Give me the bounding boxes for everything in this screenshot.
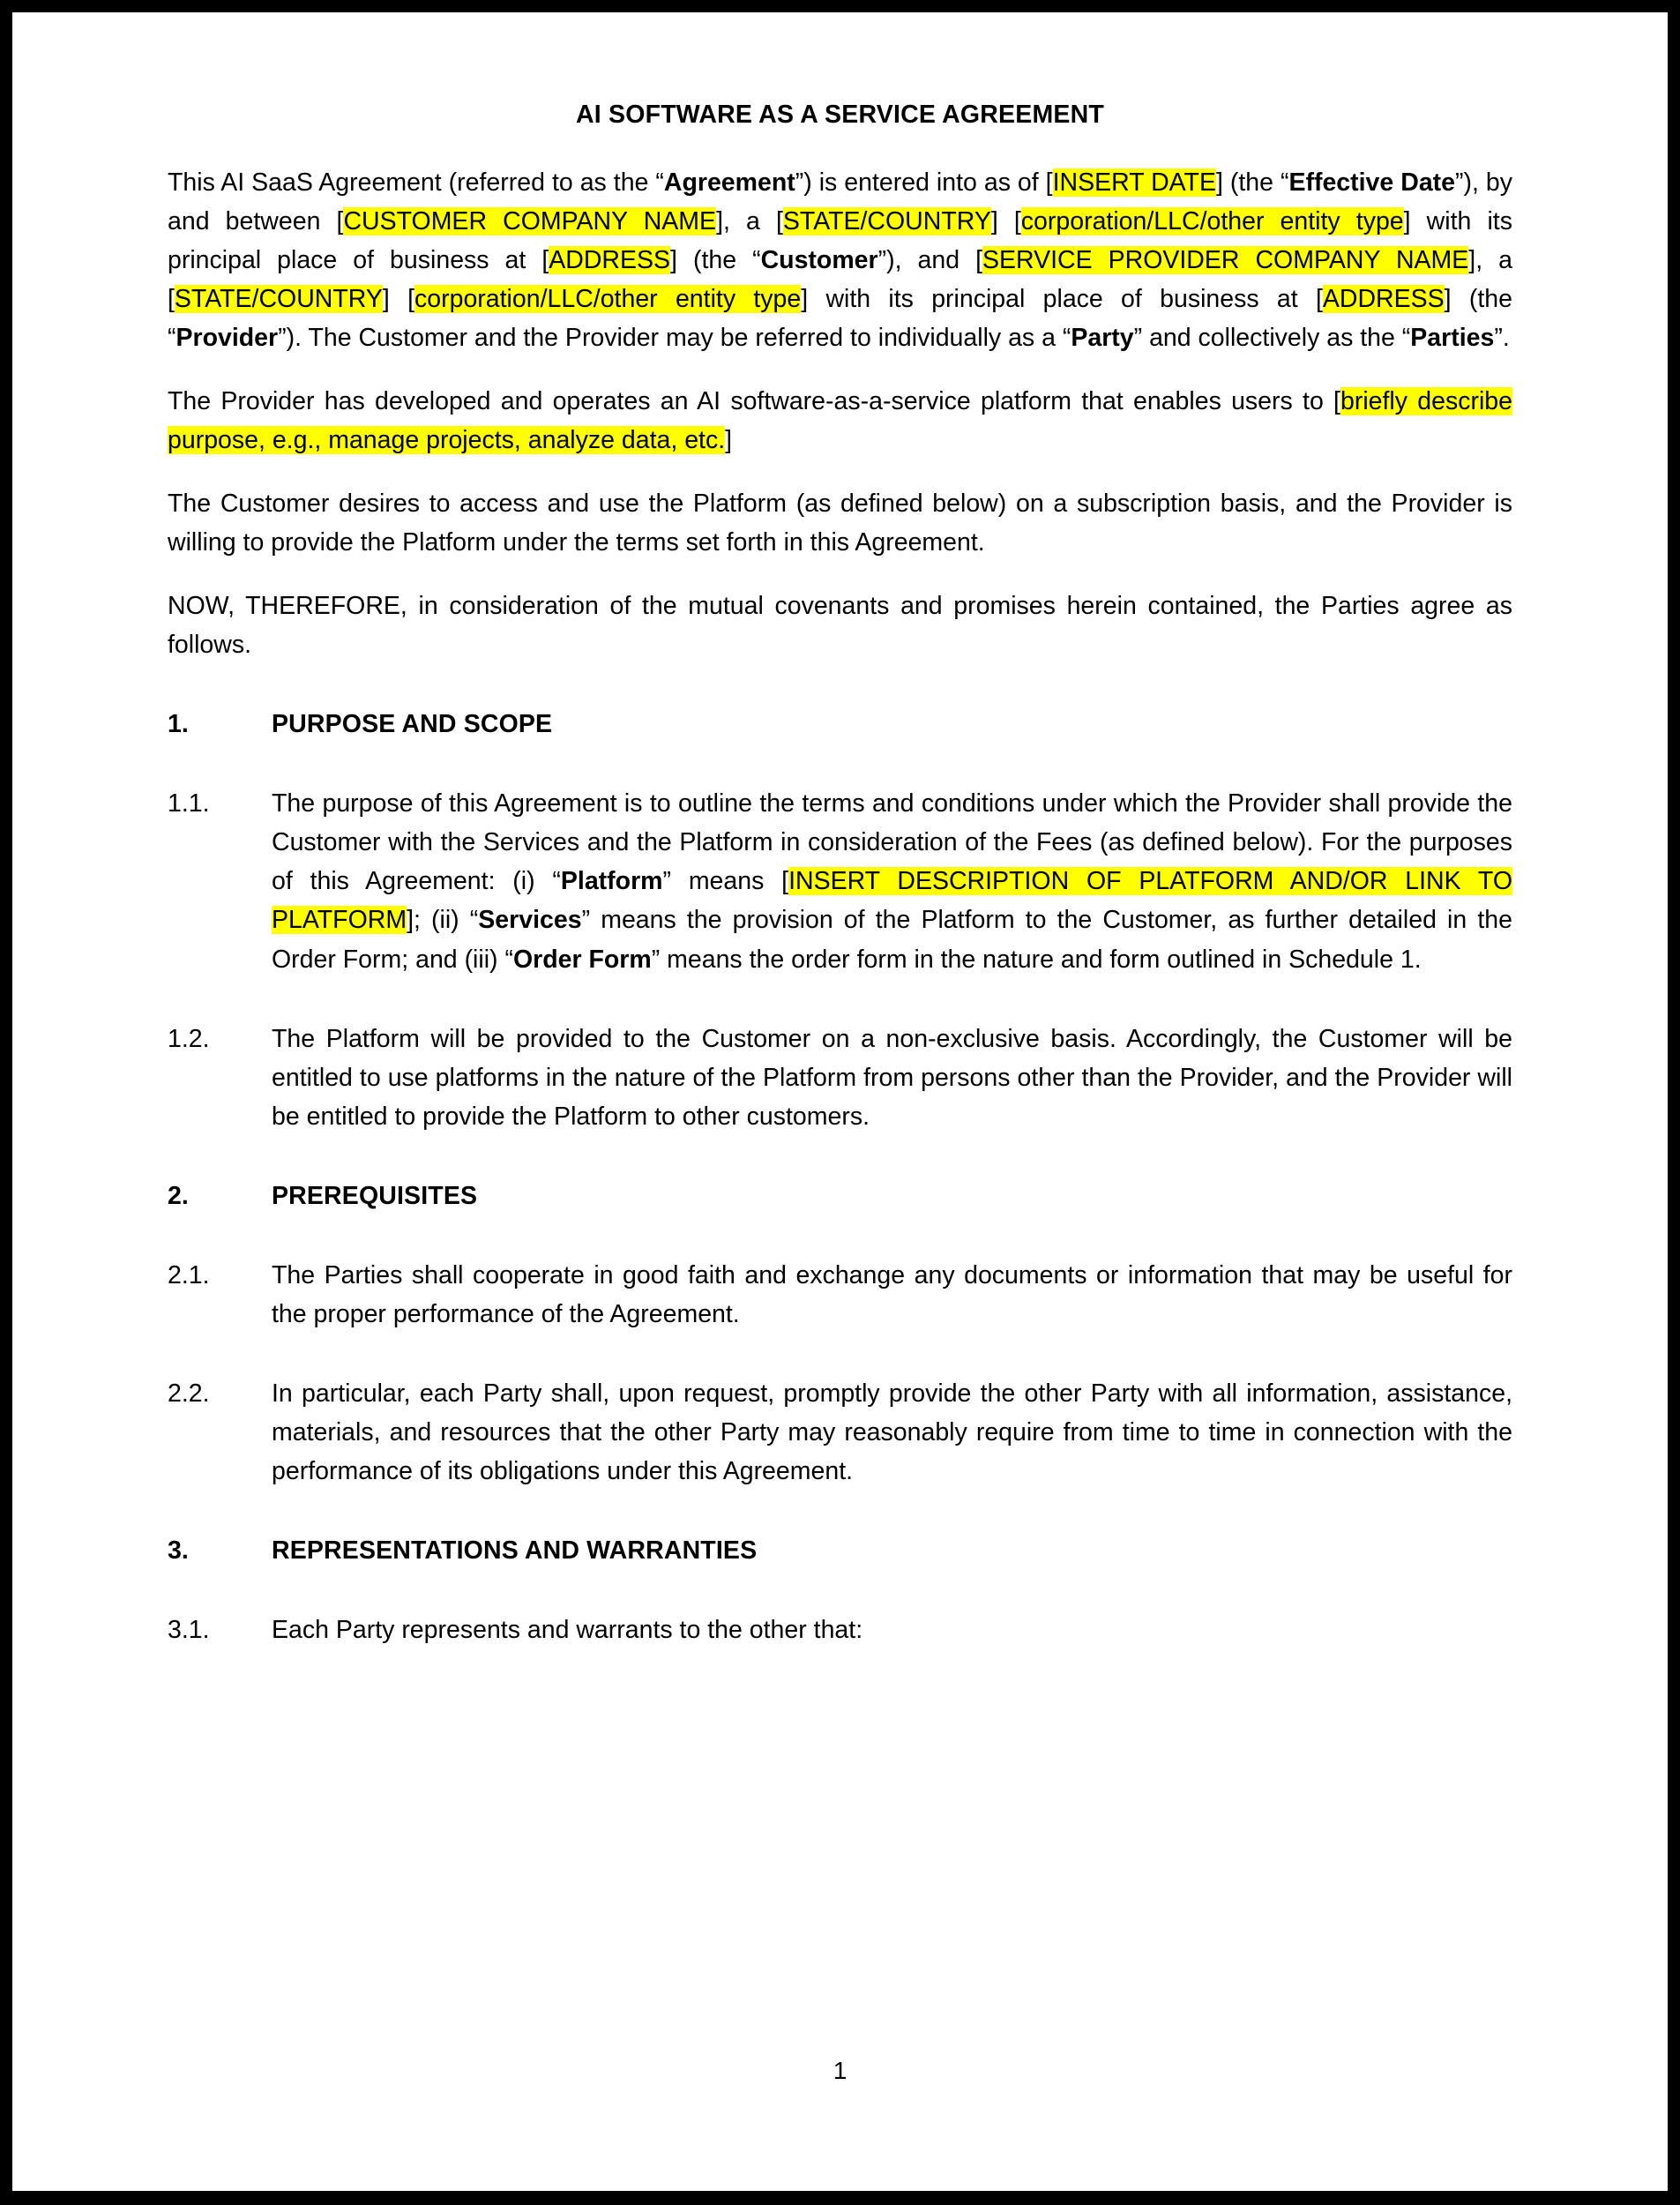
clause-1-1-text-2: ” means [ — [662, 867, 789, 896]
clause-number-1-1: 1.1. — [168, 789, 210, 818]
clause-number-2-2: 2.2. — [168, 1379, 210, 1408]
clause-number-3-1: 3.1. — [168, 1615, 210, 1644]
section-heading-3 — [168, 1531, 1512, 1570]
placeholder-platform-purpose: briefly describe purpose, e.g., manage projects, analyze data, etc. — [168, 387, 1512, 455]
preamble-p2-text-1: The Provider has developed and operates an AI software-as-a-service platform that enables users to [ — [168, 387, 1340, 416]
clause-body-1-1 — [272, 784, 1512, 978]
placeholder-customer-state-country: STATE/COUNTRY — [782, 207, 991, 236]
preamble-p1-text-8: ] (the “ — [670, 246, 761, 275]
section-number-2: 2. — [168, 1181, 189, 1210]
preamble-p1-text-16: ”. — [1494, 324, 1510, 353]
section-title-2: PREREQUISITES — [272, 1181, 478, 1210]
clause-2-2 — [168, 1374, 1512, 1491]
clause-3-1 — [168, 1611, 1512, 1649]
clause-body-1-2: The Platform will be provided to the Customer on a non-exclusive basis. Accordingly, the Customer will be entitled to use platforms in the nature of the Platform from persons other than the Provider, and the Provider will be entitled to provide the Platform to other customers. — [272, 1024, 1512, 1131]
placeholder-service-provider-company-name: SERVICE PROVIDER COMPANY NAME — [982, 246, 1469, 275]
document-title: AI SOFTWARE AS A SERVICE AGREEMENT — [575, 101, 1105, 129]
term-provider: Provider — [175, 324, 279, 353]
clause-1-2 — [168, 1020, 1512, 1136]
preamble-paragraph-3: The Customer desires to access and use the Platform (as defined below) on a subscription basis, and the Provider is willing to provide the Platform under the terms set forth in this Agreement. — [168, 490, 1512, 557]
term-agreement: Agreement — [663, 168, 795, 197]
preamble-p1-text-7: ] with its principal place of business at [ — [168, 207, 1512, 275]
preamble-p2-text-2: ] — [725, 426, 733, 455]
placeholder-platform-description: INSERT DESCRIPTION OF PLATFORM AND/OR LINK TO PLATFORM — [272, 867, 1512, 935]
page-sheet — [12, 12, 1668, 2191]
clause-number-1-2: 1.2. — [168, 1024, 210, 1053]
preamble-paragraph-1 — [168, 163, 1512, 357]
term-effective-date: Effective Date — [1288, 168, 1456, 197]
placeholder-provider-address: ADDRESS — [1322, 285, 1445, 314]
term-services: Services — [478, 906, 582, 935]
term-order-form: Order Form — [512, 945, 652, 974]
placeholder-customer-entity-type: corporation/LLC/other entity type — [1020, 207, 1404, 236]
section-heading-1 — [168, 705, 1512, 744]
preamble-paragraph-4: NOW, THEREFORE, in consideration of the mutual covenants and promises herein contained, the Parties agree as follows. — [168, 592, 1512, 660]
section-title-1: PURPOSE AND SCOPE — [272, 710, 553, 739]
clause-1-1-text-1: The purpose of this Agreement is to outline the terms and conditions under which the Provider shall provide the Customer with the Services and the Platform in consideration of the Fees (as defined below). For the purposes of this Agreement: (i) “ — [272, 789, 1512, 896]
preamble-p1-text-12: ] with its principal place of business at [ — [801, 285, 1323, 314]
preamble-p1-text-4: ”), by and between [ — [168, 168, 1512, 236]
clause-body-2-1: The Parties shall cooperate in good faith and exchange any documents or information that may be useful for the proper performance of the Agreement. — [272, 1260, 1512, 1328]
section-title-3: REPRESENTATIONS AND WARRANTIES — [272, 1536, 758, 1565]
section-number-1: 1. — [168, 710, 189, 739]
preamble-p1-text-2: ”) is entered into as of [ — [795, 168, 1053, 197]
preamble-p1-text-10: ], a [ — [168, 246, 1512, 314]
preamble-p1-text-9: ”), and [ — [877, 246, 982, 275]
section-number-3: 3. — [168, 1536, 189, 1565]
term-party: Party — [1071, 324, 1134, 353]
clause-number-2-1: 2.1. — [168, 1260, 210, 1289]
placeholder-insert-date: INSERT DATE — [1052, 168, 1216, 197]
section-heading-2 — [168, 1177, 1512, 1215]
clause-1-1-text-5: ” means the order form in the nature and form outlined in Schedule 1. — [651, 945, 1422, 974]
preamble-p1-text-11: ] [ — [382, 285, 414, 314]
clause-1-1 — [168, 784, 1512, 978]
clause-body-3-1: Each Party represents and warrants to the other that: — [272, 1615, 863, 1644]
preamble-p1-text-6: ] [ — [990, 207, 1021, 236]
preamble-paragraph-2 — [168, 382, 1512, 460]
clause-1-1-text-3: ]; (ii) “ — [407, 906, 479, 935]
clause-body-2-2: In particular, each Party shall, upon request, promptly provide the other Party with all information, assistance, materials, and resources that the other Party may reasonably require from time to time in connection with the performance of its obligations under this Agreement. — [272, 1379, 1512, 1485]
term-parties: Parties — [1410, 324, 1495, 353]
preamble-p1-text-3: ] (the “ — [1215, 168, 1289, 197]
term-customer: Customer — [760, 246, 878, 275]
placeholder-provider-entity-type: corporation/LLC/other entity type — [414, 285, 802, 314]
placeholder-provider-state-country: STATE/COUNTRY — [174, 285, 383, 314]
placeholder-customer-company-name: CUSTOMER COMPANY NAME — [343, 207, 717, 236]
page-number: 1 — [833, 2057, 847, 2084]
term-platform: Platform — [560, 867, 663, 896]
placeholder-customer-address: ADDRESS — [549, 246, 671, 275]
preamble-p1-text-14: ”). The Customer and the Provider may be referred to individually as a “ — [278, 324, 1071, 353]
preamble-p1-text-1: This AI SaaS Agreement (referred to as the “ — [168, 168, 664, 197]
preamble-p1-text-5: ], a [ — [716, 207, 783, 236]
clause-2-1 — [168, 1256, 1512, 1334]
clause-1-1-text-4: ” means the provision of the Platform to the Customer, as further detailed in the Order Form; and (iii) “ — [272, 906, 1512, 974]
preamble-p1-text-15: ” and collectively as the “ — [1133, 324, 1411, 353]
preamble-p1-text-13: ] (the “ — [168, 285, 1512, 353]
